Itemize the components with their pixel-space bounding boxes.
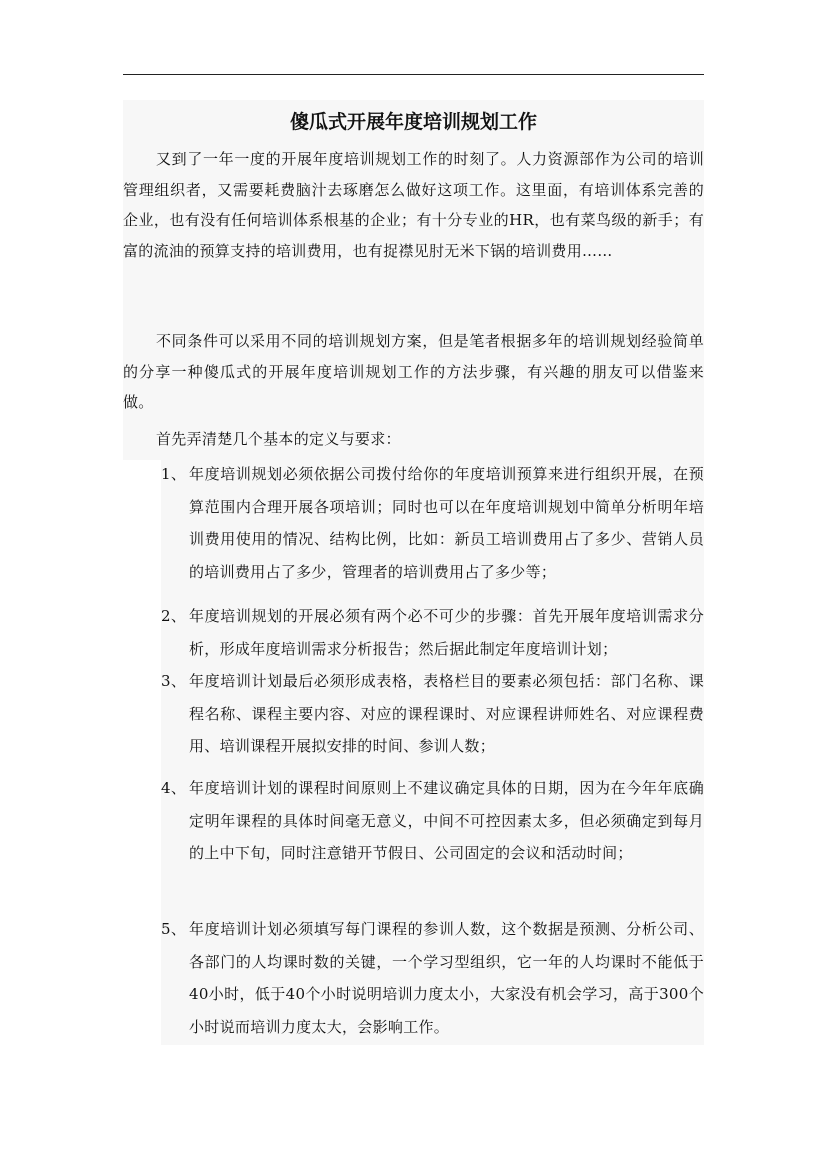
- list-item: [161, 665, 704, 763]
- list-item-text: 年度培训规划的开展必须有两个必不可少的步骤：首先开展年度培训需求分析，形成年度培训需求分析报告；然后据此制定年度培训计划；: [189, 607, 704, 658]
- list-item-number: 3、: [161, 672, 187, 690]
- list-item: [161, 913, 704, 1043]
- definitions-heading: 首先弄清楚几个基本的定义与要求：: [156, 430, 401, 448]
- list-item-number: 5、: [161, 920, 187, 938]
- list-item: [161, 600, 704, 665]
- list-item-text: 年度培训计划最后必须形成表格，表格栏目的要素必须包括：部门名称、课程名称、课程主要内容、对应的课程课时、对应课程讲师姓名、对应课程费用、培训课程开展拟安排的时间、参训人数；: [189, 672, 704, 755]
- list-item: [161, 458, 704, 588]
- document-title: 傻瓜式开展年度培训规划工作: [289, 111, 537, 133]
- approach-paragraph: 不同条件可以采用不同的培训规划方案，但是笔者根据多年的培训规划经验简单的分享一种傻瓜式的开展年度培训规划工作的方法步骤，有兴趣的朋友可以借鉴来做。: [123, 332, 704, 411]
- list-item-text: 年度培训计划必须填写每门课程的参训人数，这个数据是预测、分析公司、各部门的人均课时数的关键，一个学习型组织，它一年的人均课时不能低于40小时，低于40个小时说明培训力度太小，大家没有机会学习，高于300个小时说而培训力度太大，会影响工作。: [189, 920, 704, 1036]
- list-item-number: 2、: [161, 607, 187, 625]
- list-item-text: 年度培训计划的课程时间原则上不建议确定具体的日期，因为在今年年底确定明年课程的具体时间毫无意义，中间不可控因素太多，但必须确定到每月的上中下旬，同时注意错开节假日、公司固定的会议和活动时间；: [189, 779, 704, 862]
- header-rule: [123, 74, 704, 75]
- list-item-number: 1、: [161, 465, 187, 483]
- list-item-text: 年度培训规划必须依据公司拨付给你的年度培训预算来进行组织开展，在预算范围内合理开展各项培训；同时也可以在年度培训规划中简单分析明年培训费用使用的情况、结构比例，比如：新员工培训费用占了多少、营销人员的培训费用占了多少，管理者的培训费用占了多少等；: [189, 465, 704, 581]
- list-item: [161, 772, 704, 870]
- intro-paragraph: 又到了一年一度的开展年度培训规划工作的时刻了。人力资源部作为公司的培训管理组织者，又需要耗费脑汁去琢磨怎么做好这项工作。这里面，有培训体系完善的企业，也有没有任何培训体系根基的企业；有十分专业的HR，也有菜鸟级的新手；有富的流油的预算支持的培训费用，也有捉襟见肘无米下锅的培训费用……: [123, 150, 704, 260]
- list-item-number: 4、: [161, 779, 187, 797]
